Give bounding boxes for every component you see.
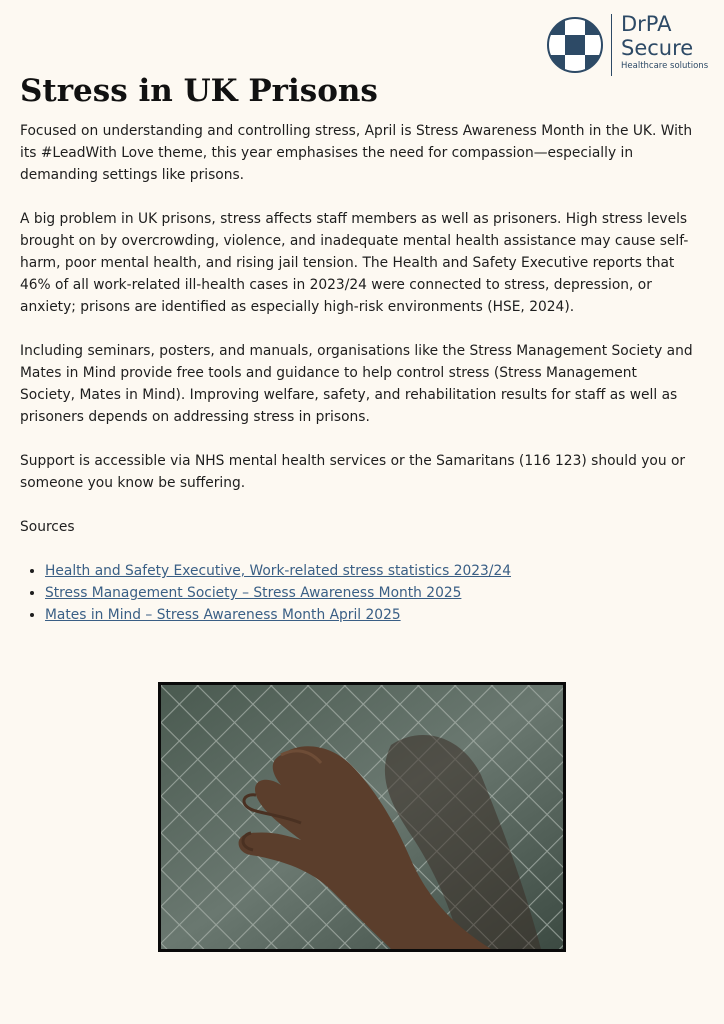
source-link-mates-in-mind[interactable]: Mates in Mind – Stress Awareness Month April 2025 bbox=[45, 607, 401, 623]
checkered-shield-icon bbox=[546, 16, 604, 74]
logo-tagline: Healthcare solutions bbox=[621, 61, 709, 71]
page-title: Stress in UK Prisons bbox=[20, 73, 378, 109]
paragraph-problem: A big problem in UK prisons, stress affects staff members as well as prisoners. High stress levels brought on by overcrowding, violence, and inadequate mental health assistance may cause self-harm, poor mental health, and rising jail tension. The Health and Safety Executive reports that 46% of all work-related ill-health cases in 2023/24 were connected to stress, depression, or anxiety; prisons are identified as especially high-risk environments (HSE, 2024). bbox=[20, 211, 689, 315]
list-item bbox=[45, 560, 696, 582]
list-item bbox=[45, 582, 696, 604]
source-link-hse[interactable]: Health and Safety Executive, Work-related stress statistics 2023/24 bbox=[45, 563, 512, 579]
logo-wordmark bbox=[621, 12, 708, 72]
logo-name-line2: Secure bbox=[621, 36, 694, 60]
hands-on-fence-photo bbox=[158, 682, 566, 952]
sources-list bbox=[20, 560, 696, 626]
article-body bbox=[20, 120, 696, 626]
paragraph-support: Support is accessible via NHS mental health services or the Samaritans (116 123) should you or someone you know be suffering. bbox=[20, 453, 686, 491]
paragraph-intro: Focused on understanding and controlling stress, April is Stress Awareness Month in the UK. With its #LeadWith Love theme, this year emphasises the need for compassion—especially in demanding settings like prisons. bbox=[20, 123, 693, 183]
paragraph-resources: Including seminars, posters, and manuals, organisations like the Stress Management Society and Mates in Mind provide free tools and guidance to help control stress (Stress Management Society, Mates in Mind). Improving welfare, safety, and rehabilitation results for staff as well as prisoners depends on addressing stress in prisons. bbox=[20, 343, 693, 425]
source-link-stress-management-society[interactable]: Stress Management Society – Stress Awareness Month 2025 bbox=[45, 585, 462, 601]
logo bbox=[546, 12, 716, 78]
logo-name-line1: DrPA bbox=[621, 12, 672, 36]
logo-divider bbox=[611, 14, 612, 76]
sources-heading: Sources bbox=[20, 519, 75, 535]
photo-illustration bbox=[161, 685, 563, 949]
list-item bbox=[45, 604, 696, 626]
